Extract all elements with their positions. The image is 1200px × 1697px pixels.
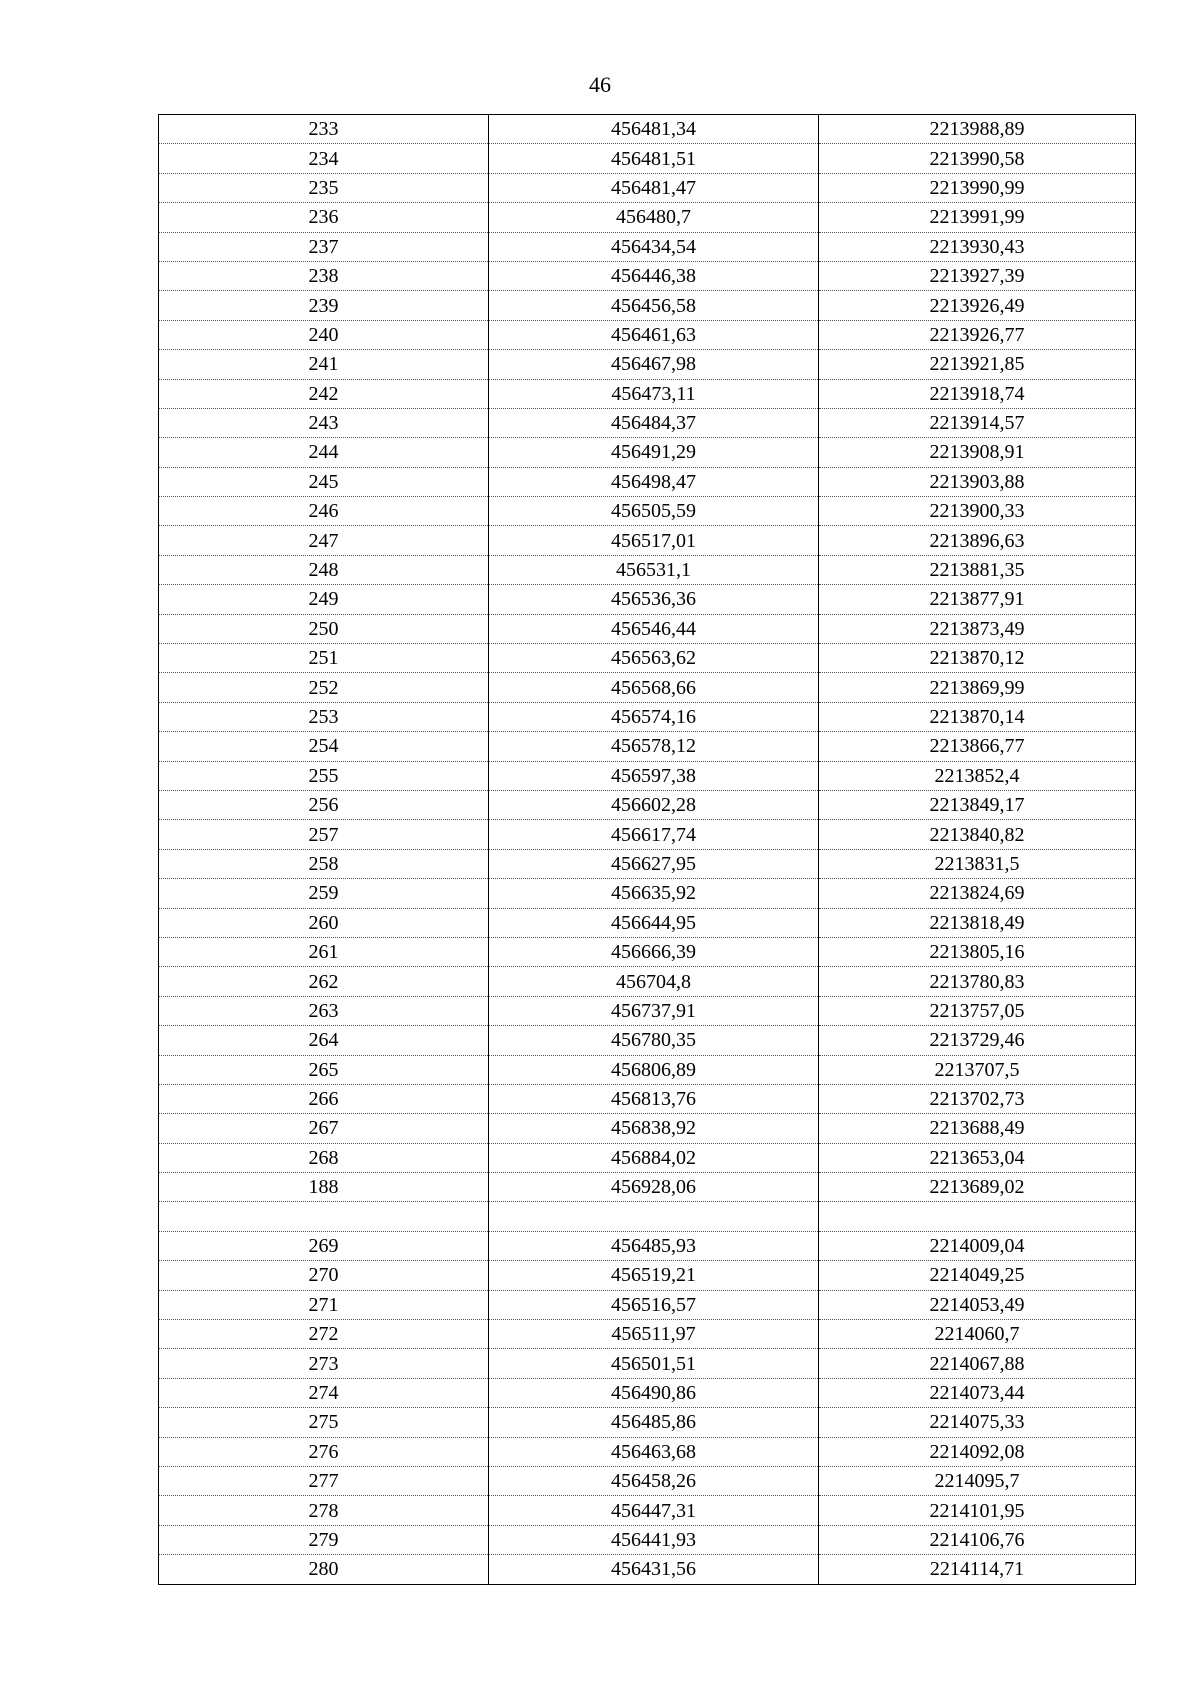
x-coordinate-cell: 456491,29 xyxy=(489,438,819,467)
y-coordinate-cell: 2213831,5 xyxy=(819,849,1136,878)
y-coordinate-cell xyxy=(819,1202,1136,1231)
coordinates-table-body xyxy=(159,115,1136,1585)
point-number-cell: 279 xyxy=(159,1525,489,1554)
x-coordinate-cell: 456578,12 xyxy=(489,732,819,761)
table-row xyxy=(159,408,1136,437)
point-number-cell: 239 xyxy=(159,291,489,320)
y-coordinate-cell: 2213990,99 xyxy=(819,173,1136,202)
table-row xyxy=(159,702,1136,731)
table-row xyxy=(159,497,1136,526)
x-coordinate-cell: 456434,54 xyxy=(489,232,819,261)
y-coordinate-cell: 2214049,25 xyxy=(819,1261,1136,1290)
x-coordinate-cell: 456463,68 xyxy=(489,1437,819,1466)
y-coordinate-cell: 2213988,89 xyxy=(819,115,1136,144)
table-row xyxy=(159,291,1136,320)
y-coordinate-cell: 2214106,76 xyxy=(819,1525,1136,1554)
x-coordinate-cell: 456485,86 xyxy=(489,1408,819,1437)
table-row xyxy=(159,379,1136,408)
point-number-cell: 259 xyxy=(159,879,489,908)
x-coordinate-cell: 456456,58 xyxy=(489,291,819,320)
y-coordinate-cell: 2213927,39 xyxy=(819,261,1136,290)
x-coordinate-cell: 456481,47 xyxy=(489,173,819,202)
table-row xyxy=(159,115,1136,144)
y-coordinate-cell: 2214095,7 xyxy=(819,1466,1136,1495)
point-number-cell: 244 xyxy=(159,438,489,467)
y-coordinate-cell: 2213914,57 xyxy=(819,408,1136,437)
table-row xyxy=(159,1290,1136,1319)
y-coordinate-cell: 2214067,88 xyxy=(819,1349,1136,1378)
x-coordinate-cell: 456838,92 xyxy=(489,1114,819,1143)
x-coordinate-cell: 456490,86 xyxy=(489,1378,819,1407)
y-coordinate-cell: 2213870,12 xyxy=(819,644,1136,673)
point-number-cell: 235 xyxy=(159,173,489,202)
point-number-cell: 242 xyxy=(159,379,489,408)
x-coordinate-cell: 456473,11 xyxy=(489,379,819,408)
x-coordinate-cell: 456516,57 xyxy=(489,1290,819,1319)
table-row xyxy=(159,1437,1136,1466)
table-row xyxy=(159,1231,1136,1260)
point-number-cell: 276 xyxy=(159,1437,489,1466)
y-coordinate-cell: 2213707,5 xyxy=(819,1055,1136,1084)
point-number-cell: 250 xyxy=(159,614,489,643)
x-coordinate-cell: 456635,92 xyxy=(489,879,819,908)
table-row xyxy=(159,1261,1136,1290)
table-row xyxy=(159,1173,1136,1202)
point-number-cell: 261 xyxy=(159,937,489,966)
y-coordinate-cell: 2213896,63 xyxy=(819,526,1136,555)
coordinates-table xyxy=(158,114,1136,1585)
y-coordinate-cell: 2213852,4 xyxy=(819,761,1136,790)
point-number-cell: 271 xyxy=(159,1290,489,1319)
x-coordinate-cell: 456441,93 xyxy=(489,1525,819,1554)
y-coordinate-cell: 2213653,04 xyxy=(819,1143,1136,1172)
point-number-cell: 246 xyxy=(159,497,489,526)
point-number-cell: 233 xyxy=(159,115,489,144)
y-coordinate-cell: 2213990,58 xyxy=(819,144,1136,173)
point-number-cell: 278 xyxy=(159,1496,489,1525)
point-number-cell: 253 xyxy=(159,702,489,731)
x-coordinate-cell: 456446,38 xyxy=(489,261,819,290)
x-coordinate-cell: 456481,34 xyxy=(489,115,819,144)
point-number-cell: 266 xyxy=(159,1084,489,1113)
point-number-cell: 237 xyxy=(159,232,489,261)
point-number-cell: 254 xyxy=(159,732,489,761)
y-coordinate-cell: 2214009,04 xyxy=(819,1231,1136,1260)
point-number-cell: 258 xyxy=(159,849,489,878)
y-coordinate-cell: 2213780,83 xyxy=(819,967,1136,996)
table-row xyxy=(159,1026,1136,1055)
point-number-cell: 241 xyxy=(159,350,489,379)
point-number-cell: 275 xyxy=(159,1408,489,1437)
y-coordinate-cell: 2213900,33 xyxy=(819,497,1136,526)
x-coordinate-cell: 456519,21 xyxy=(489,1261,819,1290)
y-coordinate-cell: 2213870,14 xyxy=(819,702,1136,731)
x-coordinate-cell: 456806,89 xyxy=(489,1055,819,1084)
point-number-cell: 269 xyxy=(159,1231,489,1260)
point-number-cell: 247 xyxy=(159,526,489,555)
table-row xyxy=(159,350,1136,379)
x-coordinate-cell: 456511,97 xyxy=(489,1320,819,1349)
point-number-cell: 240 xyxy=(159,320,489,349)
x-coordinate-cell: 456602,28 xyxy=(489,790,819,819)
x-coordinate-cell: 456568,66 xyxy=(489,673,819,702)
y-coordinate-cell: 2213869,99 xyxy=(819,673,1136,702)
x-coordinate-cell: 456928,06 xyxy=(489,1173,819,1202)
y-coordinate-cell: 2213840,82 xyxy=(819,820,1136,849)
y-coordinate-cell: 2213926,77 xyxy=(819,320,1136,349)
y-coordinate-cell: 2213849,17 xyxy=(819,790,1136,819)
y-coordinate-cell: 2213873,49 xyxy=(819,614,1136,643)
x-coordinate-cell xyxy=(489,1202,819,1231)
point-number-cell: 265 xyxy=(159,1055,489,1084)
point-number-cell: 251 xyxy=(159,644,489,673)
table-row xyxy=(159,1055,1136,1084)
x-coordinate-cell: 456780,35 xyxy=(489,1026,819,1055)
table-row xyxy=(159,467,1136,496)
table-row xyxy=(159,1525,1136,1554)
table-row xyxy=(159,937,1136,966)
x-coordinate-cell: 456627,95 xyxy=(489,849,819,878)
table-row xyxy=(159,585,1136,614)
point-number-cell: 257 xyxy=(159,820,489,849)
table-row xyxy=(159,1408,1136,1437)
table-row xyxy=(159,1349,1136,1378)
y-coordinate-cell: 2213818,49 xyxy=(819,908,1136,937)
y-coordinate-cell: 2214060,7 xyxy=(819,1320,1136,1349)
point-number-cell xyxy=(159,1202,489,1231)
x-coordinate-cell: 456704,8 xyxy=(489,967,819,996)
point-number-cell: 262 xyxy=(159,967,489,996)
point-number-cell: 268 xyxy=(159,1143,489,1172)
point-number-cell: 234 xyxy=(159,144,489,173)
table-row xyxy=(159,1320,1136,1349)
table-row xyxy=(159,1466,1136,1495)
table-row xyxy=(159,320,1136,349)
y-coordinate-cell: 2213918,74 xyxy=(819,379,1136,408)
x-coordinate-cell: 456536,36 xyxy=(489,585,819,614)
table-row xyxy=(159,644,1136,673)
point-number-cell: 236 xyxy=(159,203,489,232)
x-coordinate-cell: 456481,51 xyxy=(489,144,819,173)
page-number: 46 xyxy=(589,72,611,97)
point-number-cell: 264 xyxy=(159,1026,489,1055)
table-row xyxy=(159,1555,1136,1584)
table-row xyxy=(159,820,1136,849)
point-number-cell: 277 xyxy=(159,1466,489,1495)
point-number-cell: 274 xyxy=(159,1378,489,1407)
table-row xyxy=(159,1378,1136,1407)
x-coordinate-cell: 456431,56 xyxy=(489,1555,819,1584)
table-row xyxy=(159,967,1136,996)
y-coordinate-cell: 2214101,95 xyxy=(819,1496,1136,1525)
table-row xyxy=(159,996,1136,1025)
y-coordinate-cell: 2213805,16 xyxy=(819,937,1136,966)
point-number-cell: 272 xyxy=(159,1320,489,1349)
x-coordinate-cell: 456563,62 xyxy=(489,644,819,673)
x-coordinate-cell: 456597,38 xyxy=(489,761,819,790)
x-coordinate-cell: 456884,02 xyxy=(489,1143,819,1172)
x-coordinate-cell: 456517,01 xyxy=(489,526,819,555)
x-coordinate-cell: 456480,7 xyxy=(489,203,819,232)
table-row xyxy=(159,1202,1136,1231)
y-coordinate-cell: 2214092,08 xyxy=(819,1437,1136,1466)
y-coordinate-cell: 2213921,85 xyxy=(819,350,1136,379)
x-coordinate-cell: 456447,31 xyxy=(489,1496,819,1525)
y-coordinate-cell: 2213903,88 xyxy=(819,467,1136,496)
table-row xyxy=(159,732,1136,761)
table-row xyxy=(159,1496,1136,1525)
table-row xyxy=(159,232,1136,261)
table-row xyxy=(159,849,1136,878)
y-coordinate-cell: 2213689,02 xyxy=(819,1173,1136,1202)
point-number-cell: 188 xyxy=(159,1173,489,1202)
point-number-cell: 249 xyxy=(159,585,489,614)
point-number-cell: 263 xyxy=(159,996,489,1025)
table-row xyxy=(159,673,1136,702)
y-coordinate-cell: 2213729,46 xyxy=(819,1026,1136,1055)
table-row xyxy=(159,261,1136,290)
table-row xyxy=(159,555,1136,584)
y-coordinate-cell: 2214053,49 xyxy=(819,1290,1136,1319)
table-row xyxy=(159,438,1136,467)
point-number-cell: 267 xyxy=(159,1114,489,1143)
x-coordinate-cell: 456644,95 xyxy=(489,908,819,937)
y-coordinate-cell: 2213688,49 xyxy=(819,1114,1136,1143)
table-row xyxy=(159,1084,1136,1113)
y-coordinate-cell: 2213881,35 xyxy=(819,555,1136,584)
x-coordinate-cell: 456498,47 xyxy=(489,467,819,496)
y-coordinate-cell: 2214114,71 xyxy=(819,1555,1136,1584)
x-coordinate-cell: 456531,1 xyxy=(489,555,819,584)
y-coordinate-cell: 2214073,44 xyxy=(819,1378,1136,1407)
y-coordinate-cell: 2213877,91 xyxy=(819,585,1136,614)
y-coordinate-cell: 2213930,43 xyxy=(819,232,1136,261)
table-row xyxy=(159,761,1136,790)
point-number-cell: 280 xyxy=(159,1555,489,1584)
table-row xyxy=(159,908,1136,937)
point-number-cell: 243 xyxy=(159,408,489,437)
table-row xyxy=(159,879,1136,908)
point-number-cell: 260 xyxy=(159,908,489,937)
y-coordinate-cell: 2213908,91 xyxy=(819,438,1136,467)
table-row xyxy=(159,526,1136,555)
point-number-cell: 245 xyxy=(159,467,489,496)
x-coordinate-cell: 456737,91 xyxy=(489,996,819,1025)
x-coordinate-cell: 456484,37 xyxy=(489,408,819,437)
x-coordinate-cell: 456546,44 xyxy=(489,614,819,643)
point-number-cell: 252 xyxy=(159,673,489,702)
x-coordinate-cell: 456505,59 xyxy=(489,497,819,526)
x-coordinate-cell: 456666,39 xyxy=(489,937,819,966)
x-coordinate-cell: 456813,76 xyxy=(489,1084,819,1113)
x-coordinate-cell: 456501,51 xyxy=(489,1349,819,1378)
x-coordinate-cell: 456617,74 xyxy=(489,820,819,849)
table-row xyxy=(159,614,1136,643)
point-number-cell: 248 xyxy=(159,555,489,584)
x-coordinate-cell: 456467,98 xyxy=(489,350,819,379)
y-coordinate-cell: 2213702,73 xyxy=(819,1084,1136,1113)
table-row xyxy=(159,173,1136,202)
y-coordinate-cell: 2213991,99 xyxy=(819,203,1136,232)
y-coordinate-cell: 2213757,05 xyxy=(819,996,1136,1025)
x-coordinate-cell: 456485,93 xyxy=(489,1231,819,1260)
table-row xyxy=(159,203,1136,232)
x-coordinate-cell: 456574,16 xyxy=(489,702,819,731)
x-coordinate-cell: 456458,26 xyxy=(489,1466,819,1495)
point-number-cell: 273 xyxy=(159,1349,489,1378)
table-row xyxy=(159,144,1136,173)
point-number-cell: 255 xyxy=(159,761,489,790)
x-coordinate-cell: 456461,63 xyxy=(489,320,819,349)
y-coordinate-cell: 2214075,33 xyxy=(819,1408,1136,1437)
point-number-cell: 238 xyxy=(159,261,489,290)
y-coordinate-cell: 2213824,69 xyxy=(819,879,1136,908)
table-row xyxy=(159,1114,1136,1143)
table-row xyxy=(159,1143,1136,1172)
table-row xyxy=(159,790,1136,819)
point-number-cell: 270 xyxy=(159,1261,489,1290)
y-coordinate-cell: 2213926,49 xyxy=(819,291,1136,320)
y-coordinate-cell: 2213866,77 xyxy=(819,732,1136,761)
point-number-cell: 256 xyxy=(159,790,489,819)
